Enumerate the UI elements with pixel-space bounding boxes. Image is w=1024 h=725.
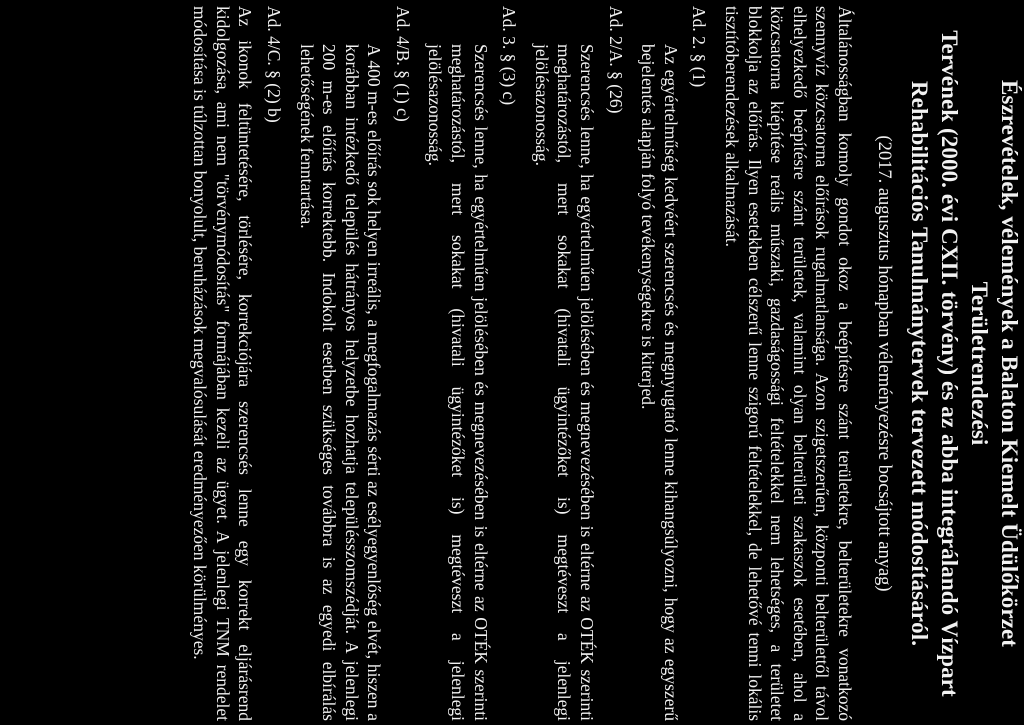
section-body: Az egyértelműség kedvéért szerencsés és megnyugtató lenne kihangsúlyozni, hogy az egyszerű bejelentés alapján folyó tevékenységekre is kiterjed. bbox=[638, 44, 681, 721]
section-heading: Ad. 2. § (1) bbox=[689, 6, 710, 88]
title-line-1: Észrevételek, vélemények a Balaton Kiemelt Üdülőkörzet Területrendezési bbox=[967, 79, 1022, 648]
section-ad-3-3c bbox=[424, 6, 520, 721]
intro-paragraph: Általánosságban komoly gondot okoz a beépítésre szánt területekre, belterületekre vonatkozó szennyvíz közcsatorna előírások rugalmatlansága. Azon szigetszerűen, központi belterülettől távol elhelyezkedő beépítésre szánt területek, valamint olyan belterületi szakaszok esetében, ahol a közcsatorna kiépítése reális műszaki, gazdaságossági feltételekkel nem lehetséges, a területet blokkolja az előírás. Ilyen esetekben célszerű lenne szigorú feltételekkel, de lehetővé tenni lokális tisztítóberendezések alkalmazását. bbox=[722, 6, 855, 721]
section-body: Szerencsés lenne, ha egyértelműen jelölésében és megnevezésében is eltérne az OTÉK szerinti meghatározástól, mert sokakat (hivatali ügyintézőket is) megtéveszt a jelenlegi jelölésazonosság. bbox=[531, 44, 598, 721]
document-title bbox=[904, 6, 1024, 721]
section-body: Az ikonok feltüntetésére, törlésére, korrekciójára szerencsés lenne egy korrekt eljárásrend kidolgozása, ami nem "törvénymódosítás" formájában kezeli az ügyet. A jelenlegi TNM rendelet módosítása is túlzottan bonyolult, beruházások megvalósulását eredményezően körülményes. bbox=[190, 6, 256, 721]
title-line-3: Rehabilitációs Tanulmánytervek tervezett módosításáról. bbox=[907, 80, 932, 647]
section-ad-2-1 bbox=[637, 6, 711, 721]
section-heading: Ad. 2/A. § (26) bbox=[605, 6, 626, 114]
section-heading: Ad. 3. § (3) c) bbox=[499, 6, 520, 106]
section-heading: Ad. 4/C. § (2) b) bbox=[263, 6, 284, 123]
section-heading: Ad. 4/B. § (1) c) bbox=[392, 6, 413, 122]
document-subtitle: (2017. augusztus hónapban véleményezésre bocsájtott anyag) bbox=[874, 135, 894, 592]
title-line-2: Tervének (2000. évi CXII. törvény) és az abba integrálandó Vízpart bbox=[937, 30, 962, 697]
section-ad-2a-26 bbox=[530, 6, 626, 721]
section-ad-4c-2b bbox=[189, 6, 285, 721]
section-body: Szerencsés lenne, ha egyértelműen jelölésében és megnevezésében is eltérne az OTÉK szerinti meghatározástól, mert sokakat (hivatali ügyintézőket is) megtéveszt a jelenlegi jelölésazonosság. bbox=[425, 44, 491, 721]
section-body: A 400 m-es előírás sok helyen irreális, a megfogalmazás sérti az esélyegyenlőség elvét, hiszen a korábban intézkedő település hátrányos helyzetbe hozhatja településszomszédját. A jelenlegi 200 m-es előírás korrektebb. Indokolt esetben szükséges továbbra is az egyedi elbírálás lehetőségének fenntartása. bbox=[296, 44, 385, 721]
section-ad-4b-1c bbox=[295, 6, 414, 721]
